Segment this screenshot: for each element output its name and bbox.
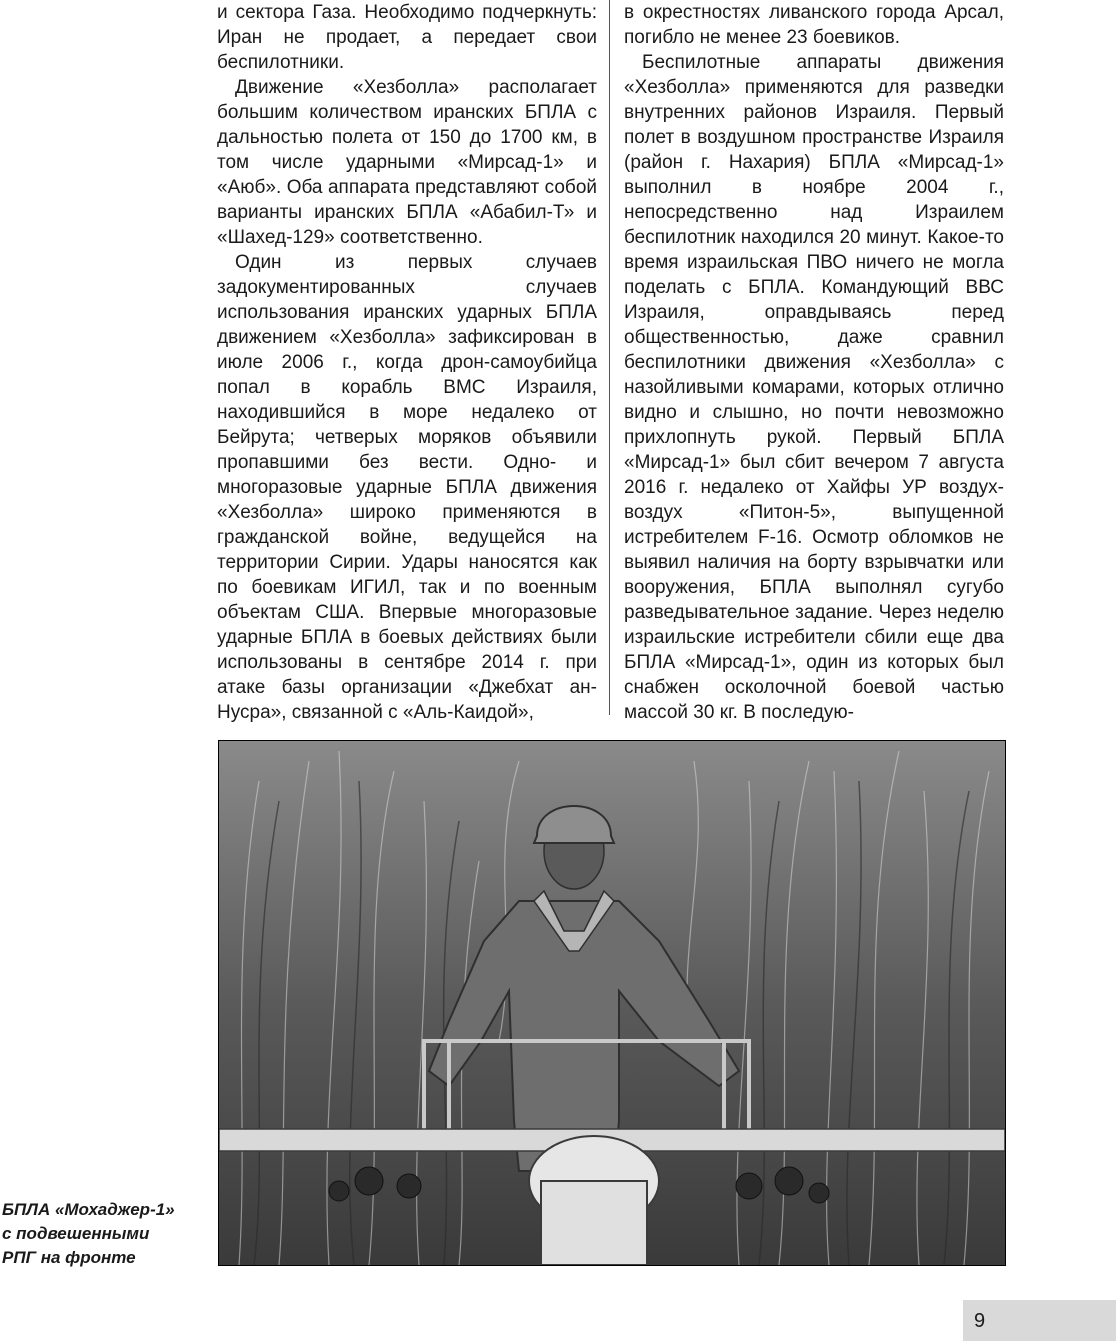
drone-photo bbox=[218, 740, 1006, 1266]
caption-line: РПГ на фронте bbox=[2, 1248, 136, 1267]
caption-line: с подвешенными bbox=[2, 1224, 150, 1243]
paragraph: Один из первых случаев задокументированных случаев использования иранских ударных БПЛА движением «Хезболла» зафиксирован в июле 2006 г., когда дрон-самоубийца попал в корабль ВМС Израиля, находившийся в море недалеко от Бейрута; четверых моряков объявили пропавшими без вести. Одно- и многоразовые ударные БПЛА движения «Хезболла» широко применяются в гражданской войне, ведущейся на территории Сирии. Удары наносятся как по боевикам ИГИЛ, так и по военным объектам США. Впервые многоразовые ударные БПЛА в боевых действиях были использованы в сентябре 2014 г. при атаке базы организации «Джебхат ан-Нусра», связанной с «Аль-Каидой», bbox=[217, 252, 597, 723]
paragraph: в окрестностях ливанского города Арсал, погибло не менее 23 боевиков. bbox=[624, 2, 1004, 48]
paragraph: Беспилотные аппараты движения «Хезболла» применяются для разведки внутренних районов Израиля. Первый полет в воздушном пространстве Израиля (район г. Нахария) БПЛА «Мирсад-1» выполнил в ноябре 2004 г., непосредственно над Израилем беспилотник находился 20 минут. Какое-то время израильская ПВО ничего не могла поделать с БПЛА. Командующий ВВС Израиля, оправдываясь перед общественностью, даже сравнил беспилотники движения «Хезболла» с назойливыми комарами, которых отлично видно и слышно, но почти невозможно прихлопнуть рукой. Первый БПЛА «Мирсад-1» был сбит вечером 7 августа 2016 г. недалеко от Хайфы УР воздух-воздух «Питон-5», выпущенной истребителем F-16. Осмотр обломков не выявил наличия на борту взрывчатки или вооружения, БПЛА выполнял сугубо разведывательное задание. Через неделю израильские истребители сбили еще два БПЛА «Мирсад-1», один из которых был снабжен осколочной боевой частью массой 30 кг. В последую- bbox=[624, 52, 1004, 723]
paragraph: и сектора Газа. Необходимо подчеркнуть: Иран не продает, а передает свои беспилотники. bbox=[217, 2, 597, 73]
right-text-column bbox=[624, 0, 1004, 725]
page-number: 9 bbox=[974, 1310, 986, 1332]
caption-line: БПЛА «Мохаджер-1» bbox=[2, 1200, 175, 1219]
column-divider bbox=[609, 0, 610, 715]
paragraph: Движение «Хезболла» располагает большим количеством иранских БПЛА с дальностью полета от 150 до 1700 км, в том числе ударными «Мирсад-1» и «Аюб». Оба аппарата представляют собой варианты иранских БПЛА «Абабил-Т» и «Шахед-129» соответственно. bbox=[217, 77, 597, 248]
page-number-tab bbox=[963, 1300, 1116, 1341]
photo-illustration bbox=[219, 741, 1005, 1265]
left-text-column bbox=[217, 0, 597, 725]
photo-caption bbox=[2, 1198, 202, 1270]
